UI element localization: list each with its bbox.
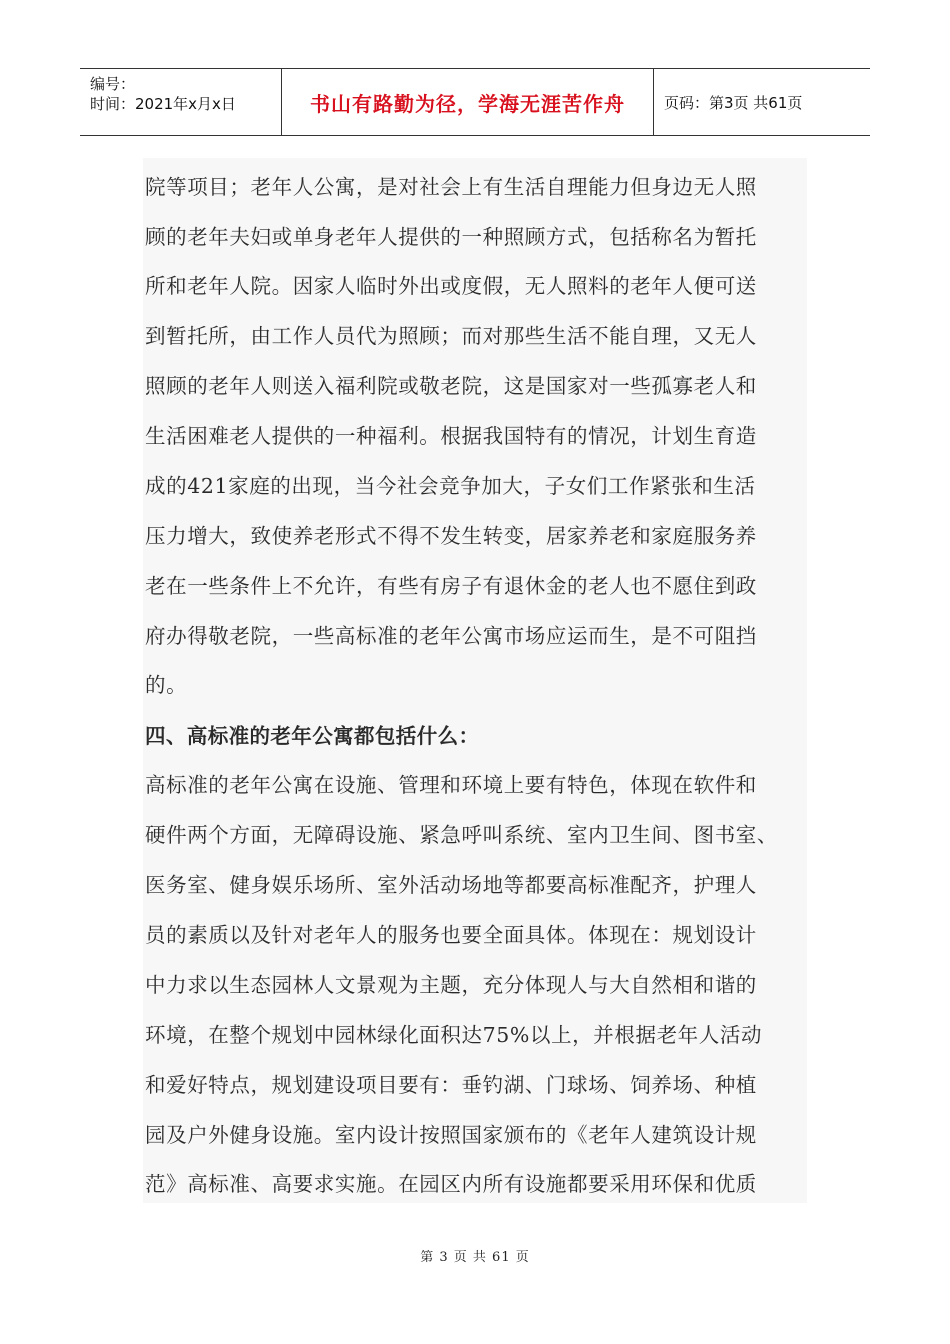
body-line: 成的421家庭的出现，当今社会竞争加大，子女们工作紧张和生活 [145,474,756,498]
body-line: 照顾的老年人则送入福利院或敬老院，这是国家对一些孤寡老人和 [145,374,757,398]
date-label: 时间：2021年x月x日 [90,95,236,113]
body-line: 所和老年人院。因家人临时外出或度假，无人照料的老年人便可送 [145,274,757,298]
number-label: 编号： [90,75,136,93]
header-meta [80,69,282,135]
body-line: 顾的老年夫妇或单身老年人提供的一种照顾方式，包括称名为暂托 [145,225,757,249]
body-line: 环境，在整个规划中园林绿化面积达75%以上，并根据老年人活动 [145,1023,763,1047]
page-header [80,68,870,136]
body-line: 压力增大，致使养老形式不得不发生转变，居家养老和家庭服务养 [145,524,757,548]
body-line: 生活困难老人提供的一种福利。根据我国特有的情况，计划生育造 [145,424,757,448]
section-heading: 四、高标准的老年公寓都包括什么： [145,724,480,748]
header-page-info: 页码：第3页 共61页 [664,93,803,112]
body-line: 中力求以生态园林人文景观为主题，充分体现人与大自然相和谐的 [145,973,757,997]
body-line: 员的素质以及针对老年人的服务也要全面具体。体现在：规划设计 [145,923,757,947]
body-line: 老在一些条件上不允许，有些有房子有退休金的老人也不愿住到政 [145,574,757,598]
body-line: 的。 [145,673,188,697]
body-line: 高标准的老年公寓在设施、管理和环境上要有特色，体现在软件和 [145,773,757,797]
page-footer: 第 3 页 共 61 页 [420,1250,530,1265]
body-line: 医务室、健身娱乐场所、室外活动场地等都要高标准配齐，护理人 [145,873,757,897]
body-line: 园及户外健身设施。室内设计按照国家颁布的《老年人建筑设计规 [145,1123,757,1147]
document-body [143,158,807,1203]
body-line: 到暂托所，由工作人员代为照顾；而对那些生活不能自理，又无人 [145,324,757,348]
body-line: 府办得敬老院，一些高标准的老年公寓市场应运而生，是不可阻挡 [145,624,757,648]
body-line: 和爱好特点，规划建设项目要有：垂钓湖、门球场、饲养场、种植 [145,1073,757,1097]
header-motto: 书山有路勤为径，学海无涯苦作舟 [282,69,654,135]
body-line: 范》高标准、高要求实施。在园区内所有设施都要采用环保和优质 [145,1172,757,1196]
body-line: 硬件两个方面，无障碍设施、紧急呼叫系统、室内卫生间、图书室、 [145,823,778,847]
body-line: 院等项目；老年人公寓，是对社会上有生活自理能力但身边无人照 [145,175,757,199]
